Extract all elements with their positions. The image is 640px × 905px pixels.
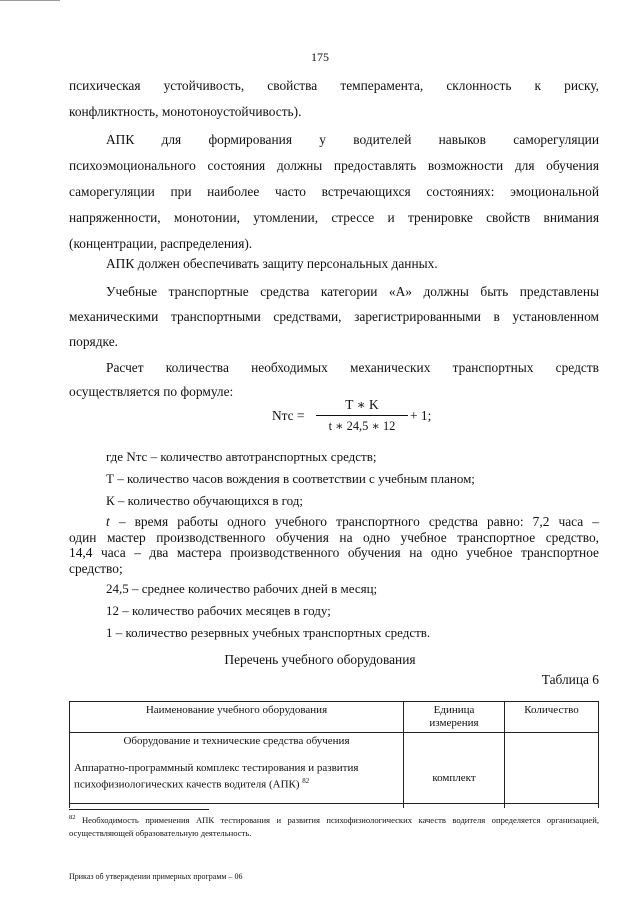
- definition-line: 12 – количество рабочих месяцев в году;: [106, 603, 331, 618]
- empty-cell: [404, 804, 505, 809]
- page-number: 175: [311, 50, 329, 64]
- unit-cell: комплект: [404, 733, 505, 804]
- page-footer: Приказ об утверждении примерных программ – 06: [69, 872, 243, 881]
- footnote-reference: 82: [302, 777, 310, 785]
- top-rule: [0, 0, 60, 1]
- column-header-name: Наименование учебного оборудования: [70, 702, 404, 733]
- definition-line: 1 – количество резервных учебных транспортных средств.: [106, 625, 431, 640]
- equipment-name-cell: [70, 733, 404, 804]
- paragraph-line: психоэмоционального состояния должны предоставлять возможности для обучения: [69, 158, 599, 173]
- formula-denominator: t ∗ 24,5 ∗ 12: [328, 419, 396, 433]
- column-header-quantity: Количество: [505, 702, 599, 733]
- paragraph-line: порядке.: [69, 334, 118, 349]
- paragraph-line: АПК для формирования у водителей навыков саморегуляции: [106, 132, 599, 147]
- paragraph-line: (концентрации, распределения).: [69, 236, 253, 251]
- definition-line: 14,4 часа – два мастера производственного обучения на одно учебное транспортное: [69, 545, 599, 560]
- formula-lhs: Nтс =: [272, 408, 305, 423]
- fraction-bar: [316, 415, 408, 416]
- table-section-title: Оборудование и технические средства обучения: [123, 735, 350, 747]
- definition-line: 24,5 – среднее количество рабочих дней в месяц;: [106, 581, 378, 596]
- paragraph-line: Учебные транспортные средства категории «А» должны быть представлены: [106, 284, 599, 299]
- paragraph-line: механическими транспортными средствами, зарегистрированными в установленном: [69, 309, 599, 324]
- footnote-number: 82: [69, 814, 76, 821]
- definition-line: средство;: [69, 561, 123, 576]
- equipment-table: [69, 701, 599, 808]
- definition-line: один мастер производственного обучения на одно учебное транспортное средство,: [69, 530, 599, 545]
- paragraph-line: напряженности, монотонии, утомлении, стрессе и тренировке свойств внимания: [69, 210, 599, 225]
- equipment-name-text: Аппаратно-программный комплекс тестирования и развития психофизиологических качеств водителя (АПК): [74, 762, 359, 791]
- paragraph-line: Расчет количества необходимых механических транспортных средств: [106, 360, 599, 375]
- paragraph-line: конфликтность, монотоноустойчивость).: [69, 104, 302, 119]
- paragraph-line: АПК должен обеспечивать защиту персональных данных.: [106, 256, 438, 271]
- paragraph-line: осуществляется по формуле:: [69, 384, 234, 399]
- equipment-name: [74, 762, 399, 792]
- table-header-row: [70, 702, 599, 733]
- definition-line: К – количество обучающихся в год;: [106, 493, 303, 508]
- formula-rhs: + 1;: [410, 408, 432, 423]
- formula-fraction: [316, 396, 408, 435]
- table-row: [70, 733, 599, 804]
- empty-cell: [70, 804, 404, 809]
- footnote-text: Необходимость применения АПК тестирования и развития психофизиологических качеств водителя определяется организацией, осуществляющей образовательную деятельность.: [69, 814, 599, 838]
- table-number-label: Таблица 6: [541, 672, 599, 687]
- table-row-continuation: [70, 804, 599, 809]
- definition-line: Т – количество часов вождения в соответствии с учебным планом;: [106, 471, 475, 486]
- t-symbol: t: [106, 514, 110, 529]
- t-definition-text: – время работы одного учебного транспортного средства равно: 7,2 часа –: [109, 514, 599, 529]
- paragraph-line: саморегуляции при наиболее часто встречающихся состояниях: эмоциональной: [69, 184, 599, 199]
- definition-line: где Nтс – количество автотранспортных средств;: [106, 449, 377, 464]
- empty-cell: [505, 804, 599, 809]
- footnote: [69, 811, 599, 840]
- footnote-separator: [69, 809, 209, 810]
- paragraph-line: психическая устойчивость, свойства темперамента, склонность к риску,: [69, 78, 599, 93]
- quantity-cell: [505, 733, 599, 804]
- table-caption: Перечень учебного оборудования: [224, 652, 416, 667]
- column-header-unit: Единица измерения: [404, 702, 505, 733]
- formula-numerator: T ∗ K: [345, 397, 379, 412]
